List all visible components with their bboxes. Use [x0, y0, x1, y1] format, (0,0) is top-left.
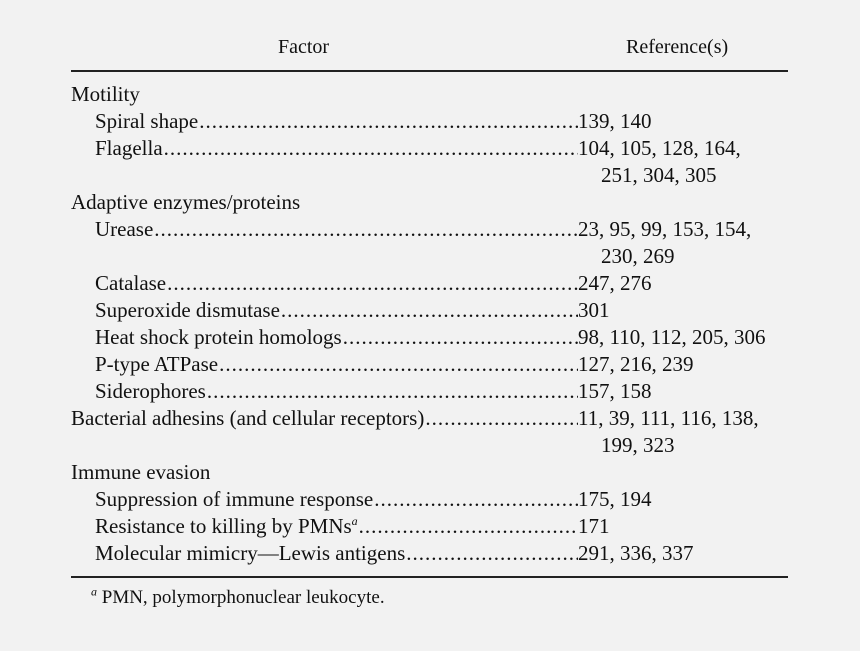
- factor-label: Siderophores: [95, 379, 206, 403]
- table-row-suppression: [95, 486, 788, 513]
- reference-cell: 175, 194: [578, 487, 652, 511]
- category-label: Adaptive enzymes/proteins: [71, 190, 301, 214]
- factor-label: P-type ATPase: [95, 352, 219, 376]
- footnote-marker: a: [351, 514, 358, 528]
- factor-label: Spiral shape: [95, 109, 199, 133]
- table-row-molecular-mimicry: [95, 540, 788, 567]
- reference-cell: 171: [578, 514, 610, 538]
- factor-label: Superoxide dismutase: [95, 298, 280, 322]
- category-label: Motility: [71, 82, 140, 106]
- factor-label: Heat shock protein homologs: [95, 325, 342, 349]
- reference-continuation: 230, 269: [601, 244, 675, 268]
- factor-label: [95, 513, 358, 540]
- dot-leader: [198, 108, 578, 135]
- factor-label: Bacterial adhesins (and cellular receptors): [71, 406, 425, 430]
- factor-column-header: Factor: [278, 36, 330, 58]
- category-motility: [71, 81, 788, 108]
- bottom-rule: [71, 576, 788, 578]
- footnote-marker: a: [91, 584, 97, 599]
- references-column-header: Reference(s): [626, 36, 729, 58]
- table-row-p-type-atpase: [95, 351, 788, 378]
- factor-label-text: Resistance to killing by PMNs: [95, 514, 352, 538]
- top-rule: [71, 70, 788, 72]
- table-footnote: [91, 584, 385, 609]
- factor-label: Suppression of immune response: [95, 487, 374, 511]
- category-immune-evasion: [71, 459, 788, 486]
- table-row-bacterial-adhesins: [71, 405, 788, 432]
- table-row-spiral-shape: [95, 108, 788, 135]
- table-row-heat-shock: [95, 324, 788, 351]
- reference-cell: 139, 140: [578, 109, 652, 133]
- reference-cell: 11, 39, 111, 116, 138,: [578, 406, 759, 430]
- factor-label: Molecular mimicry—Lewis antigens: [95, 541, 406, 565]
- reference-cell: 104, 105, 128, 164,: [578, 136, 741, 160]
- table-row-urease: [95, 216, 788, 243]
- dot-leader: [358, 513, 578, 540]
- dot-leader: [218, 351, 578, 378]
- reference-continuation: 199, 323: [601, 433, 675, 457]
- reference-cell: 157, 158: [578, 379, 652, 403]
- category-label: Immune evasion: [71, 460, 211, 484]
- reference-cell: 301: [578, 298, 610, 322]
- dot-leader: [373, 486, 578, 513]
- reference-continuation: 251, 304, 305: [601, 163, 717, 187]
- factor-label: Catalase: [95, 271, 167, 295]
- footnote-text: PMN, polymorphonuclear leukocyte.: [97, 587, 385, 608]
- reference-cell: 23, 95, 99, 153, 154,: [578, 217, 752, 241]
- dot-leader: [424, 405, 578, 432]
- dot-leader: [405, 540, 578, 567]
- dot-leader: [163, 135, 578, 162]
- dot-leader: [206, 378, 578, 405]
- dot-leader: [153, 216, 578, 243]
- table-row-superoxide-dismutase: [95, 297, 788, 324]
- dot-leader: [342, 324, 578, 351]
- table-row-resistance: [95, 513, 788, 540]
- table-row-siderophores: [95, 378, 788, 405]
- dot-leader: [280, 297, 578, 324]
- reference-cell: 98, 110, 112, 205, 306: [578, 325, 766, 349]
- dot-leader: [166, 270, 578, 297]
- factor-label: Flagella: [95, 136, 163, 160]
- table-row-flagella: [95, 135, 788, 162]
- factor-label: Urease: [95, 217, 154, 241]
- reference-cell: 247, 276: [578, 271, 652, 295]
- reference-cell: 291, 336, 337: [578, 541, 694, 565]
- table-row-catalase: [95, 270, 788, 297]
- category-adaptive-enzymes: [71, 189, 788, 216]
- reference-cell: 127, 216, 239: [578, 352, 694, 376]
